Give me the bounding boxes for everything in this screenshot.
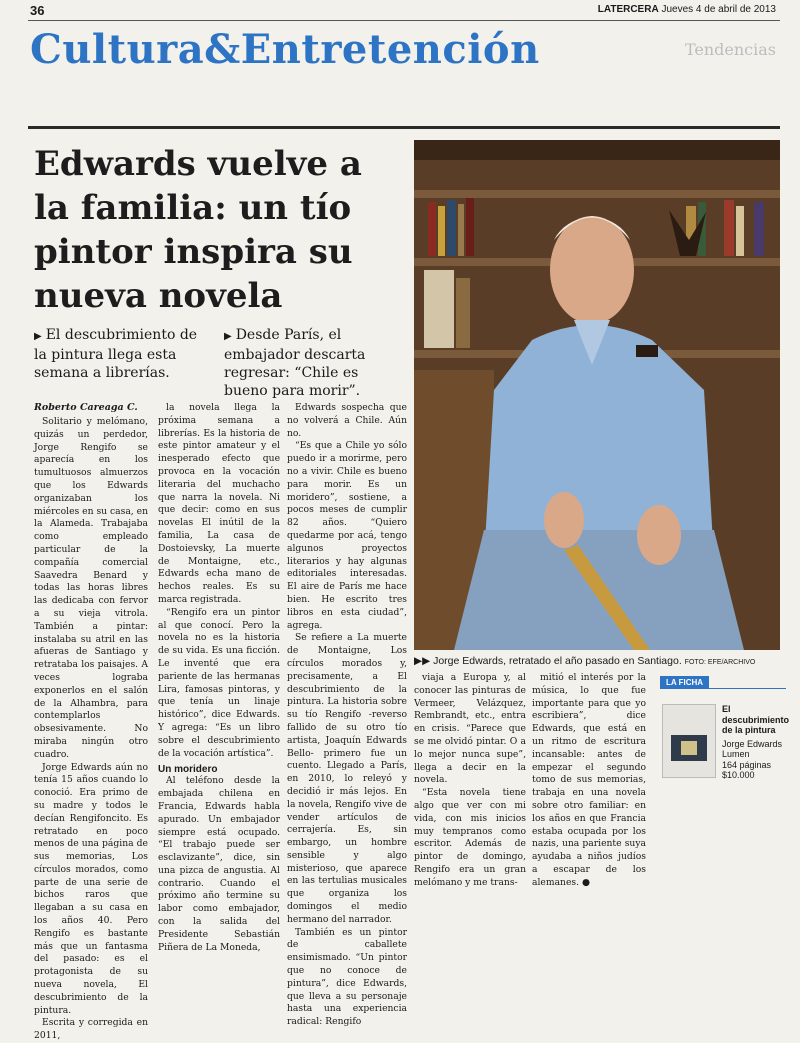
book-details xyxy=(722,704,790,781)
byline: Roberto Careaga C. xyxy=(34,402,138,413)
text-column-5 xyxy=(532,672,646,890)
paragraph: “Rengifo era un pintor al que conocí. Pero la novela no es la historia de su vida. Es una ficción. Le inventé que era pariente de las hermanas Lira, famosas pintoras, y que tenía un linaje histórico”, dice Edwards. Y agrega: “Es un libro sobre el descubrimiento de la vocación artística”. xyxy=(158,606,280,759)
book-author: Jorge Edwards xyxy=(722,738,783,749)
publication-date: Jueves 4 de abril de 2013 xyxy=(661,4,776,15)
page-number: 36 xyxy=(30,3,45,18)
header-rule xyxy=(28,20,780,21)
paragraph: Se refiere a La muerte de Montaigne, Los círculos morados y, precisamente, a El descubrimiento de la pintura. La historia sobre su tío Rengifo -reverso fallido de su otro tío artista, Joaquín Edwards Bello- primero fue un cuento. Llegado a París, en 2010, lo releyó y decidió ir más lejos. En la novela, Rengifo vive de vender artículos de cerrajería. Es, sin embargo, un hombre sensible y algo misterioso, que aparece en las tertulias musicales que organiza los domingos el medio hermano del narrador. xyxy=(287,632,407,925)
deck-left xyxy=(34,326,212,382)
triangle-bullet-icon: ▶ xyxy=(34,331,42,342)
portrait-illustration xyxy=(414,140,780,650)
paragraph: Al teléfono desde la embajada chilena en Francia, Edwards habla apurado. Un embajador siempre está ocupado. “El trabajo puede ser esclavizante”, dice, sin una pizca de angustia. Al contrario. Cuando el próximo año termine su labor como embajador, con la salida del Presidente Sebastián Piñera de La Moneda, xyxy=(158,775,280,953)
text-column-2 xyxy=(158,402,280,954)
article-photo xyxy=(414,140,780,650)
paragraph: viaja a Europa y, al conocer las pinturas de Vermeer, Velázquez, Rembrandt, etc., entra en crisis. “Parece que se me olvidó pintar. O a lo mejor nunca supe”, llega a decir en la novela. xyxy=(414,672,526,786)
paragraph: “Esta novela tiene algo que ver con mi vida, con mis inicios muy tempranos como escritor. Además de pintor de domingo, Rengifo era un gran melómano y me trans- xyxy=(414,787,526,888)
paragraph: Escrita y corregida en 2011, xyxy=(34,1017,148,1042)
photo-credit: FOTO: EFE/ARCHIVO xyxy=(684,659,756,666)
page-header xyxy=(0,0,800,22)
section-tag: Tendencias xyxy=(684,40,776,59)
section-rule xyxy=(28,126,780,129)
section-title: Cultura&Entretención xyxy=(30,26,540,73)
subhead: Un moridero xyxy=(158,764,218,776)
deck-left-text: El descubrimiento de la pintura llega esta semana a librerías. xyxy=(34,327,198,381)
paragraph: la novela llega la próxima semana a librerías. Es la historia de este pintor amateur y el inesperado efecto que provoca en la vocación literaria del muchacho que narra la novela. Ni que decir: como en sus novelas El inútil de la familia, La casa de Dostoievsky, La muerte de Montaigne, etc., Edwards echa mano de hechos reales. Es su marca registrada. xyxy=(158,402,280,605)
dateline xyxy=(598,4,776,15)
text-column-4 xyxy=(414,672,526,890)
paragraph: Edwards sospecha que no volverá a Chile. Aún no. xyxy=(287,402,407,439)
double-triangle-bullet-icon: ▶▶ xyxy=(414,655,431,667)
paragraph: “Es que a Chile yo sólo puedo ir a morirme, pero no a vivir. Chile es bueno para morir. Es un moridero”, sostiene, a pocos meses de cumplir 82 años. “Quiero quedarme por acá, tengo algunos proyectos literarios y hay algunas editoriales interesadas. El aire de París me hace bien. He escrito tres libros en esta ciudad”, agrega. xyxy=(287,440,407,631)
paragraph: Solitario y melómano, quizás un perdedor, Jorge Rengifo se aparecía en los tumultuosos almuerzos que los Edwards organizaban los miércoles en su casa, en la Alameda. Trabajaba como empleado particular de la compañía comercial Saavedra Benard y todas las horas libres las dedicaba con fervor a su vieja vitrola. También a pintar: instalaba su atril en las afueras de Santiago y retrataba los paisajes. A veces lograba exponerlos en el salón de la Alhambra, para contemplarlos obsesivamente. No miraba ningún otro cuadro. xyxy=(34,416,149,760)
book-cover-image xyxy=(662,704,716,778)
book-publisher: Lumen xyxy=(722,749,750,759)
triangle-bullet-icon: ▶ xyxy=(224,331,232,342)
text-column-1 xyxy=(34,402,148,1043)
caption-text: Jorge Edwards, retratado el año pasado en Santiago. xyxy=(433,655,682,667)
deck-right-text: Desde París, el embajador descarta regresar: “Chile es bueno para morir”. xyxy=(224,327,366,399)
text-column-3 xyxy=(287,402,407,1029)
publication-name: LATERCERA xyxy=(597,4,659,15)
book-info-box xyxy=(660,676,790,816)
article-headline: Edwards vuelve a la familia: un tío pintor inspira su nueva novela xyxy=(34,144,362,316)
cover-art-icon xyxy=(671,735,707,761)
photo-caption xyxy=(414,655,780,667)
book-title: El descubrimiento de la pintura xyxy=(722,704,790,735)
deck-right xyxy=(224,326,406,400)
book-price: $10.000 xyxy=(722,770,755,780)
paragraph: mitió el interés por la música, lo que fue importante para que yo escribiera”, dice Edwards, que está en un ritmo de escritura incansable: antes de empezar el segundo tomo de sus memorias, trabaja en una novela sobre otro familiar: en los años en que Francia estaba ocupada por los nazis, una pariente suya ayudaba a niños judíos a escapar de los alemanes. ● xyxy=(532,672,646,888)
ficha-rule xyxy=(660,688,786,689)
ficha-label: LA FICHA xyxy=(660,676,709,689)
book-pages: 164 páginas xyxy=(722,759,772,770)
paragraph: También es un pintor de caballete ensimismado. “Un pintor que no conoce de pintura”, dice Edwards, que lleva a su personaje hasta una experiencia radical: Rengifo xyxy=(287,926,407,1028)
paragraph: Jorge Edwards aún no tenía 15 años cuando lo conoció. Era primo de su madre y todos le decían Rengifoncito. Es retratado en poco menos de una página de sus memorias, Los círculos morados, como parte de una serie de bichos raros que llegaban a su casa en los años 40. Pero Rengifo es bastante más que un fantasma del pasado: es el protagonista de su nueva novela, El descubrimiento de la pintura. xyxy=(34,761,148,1016)
